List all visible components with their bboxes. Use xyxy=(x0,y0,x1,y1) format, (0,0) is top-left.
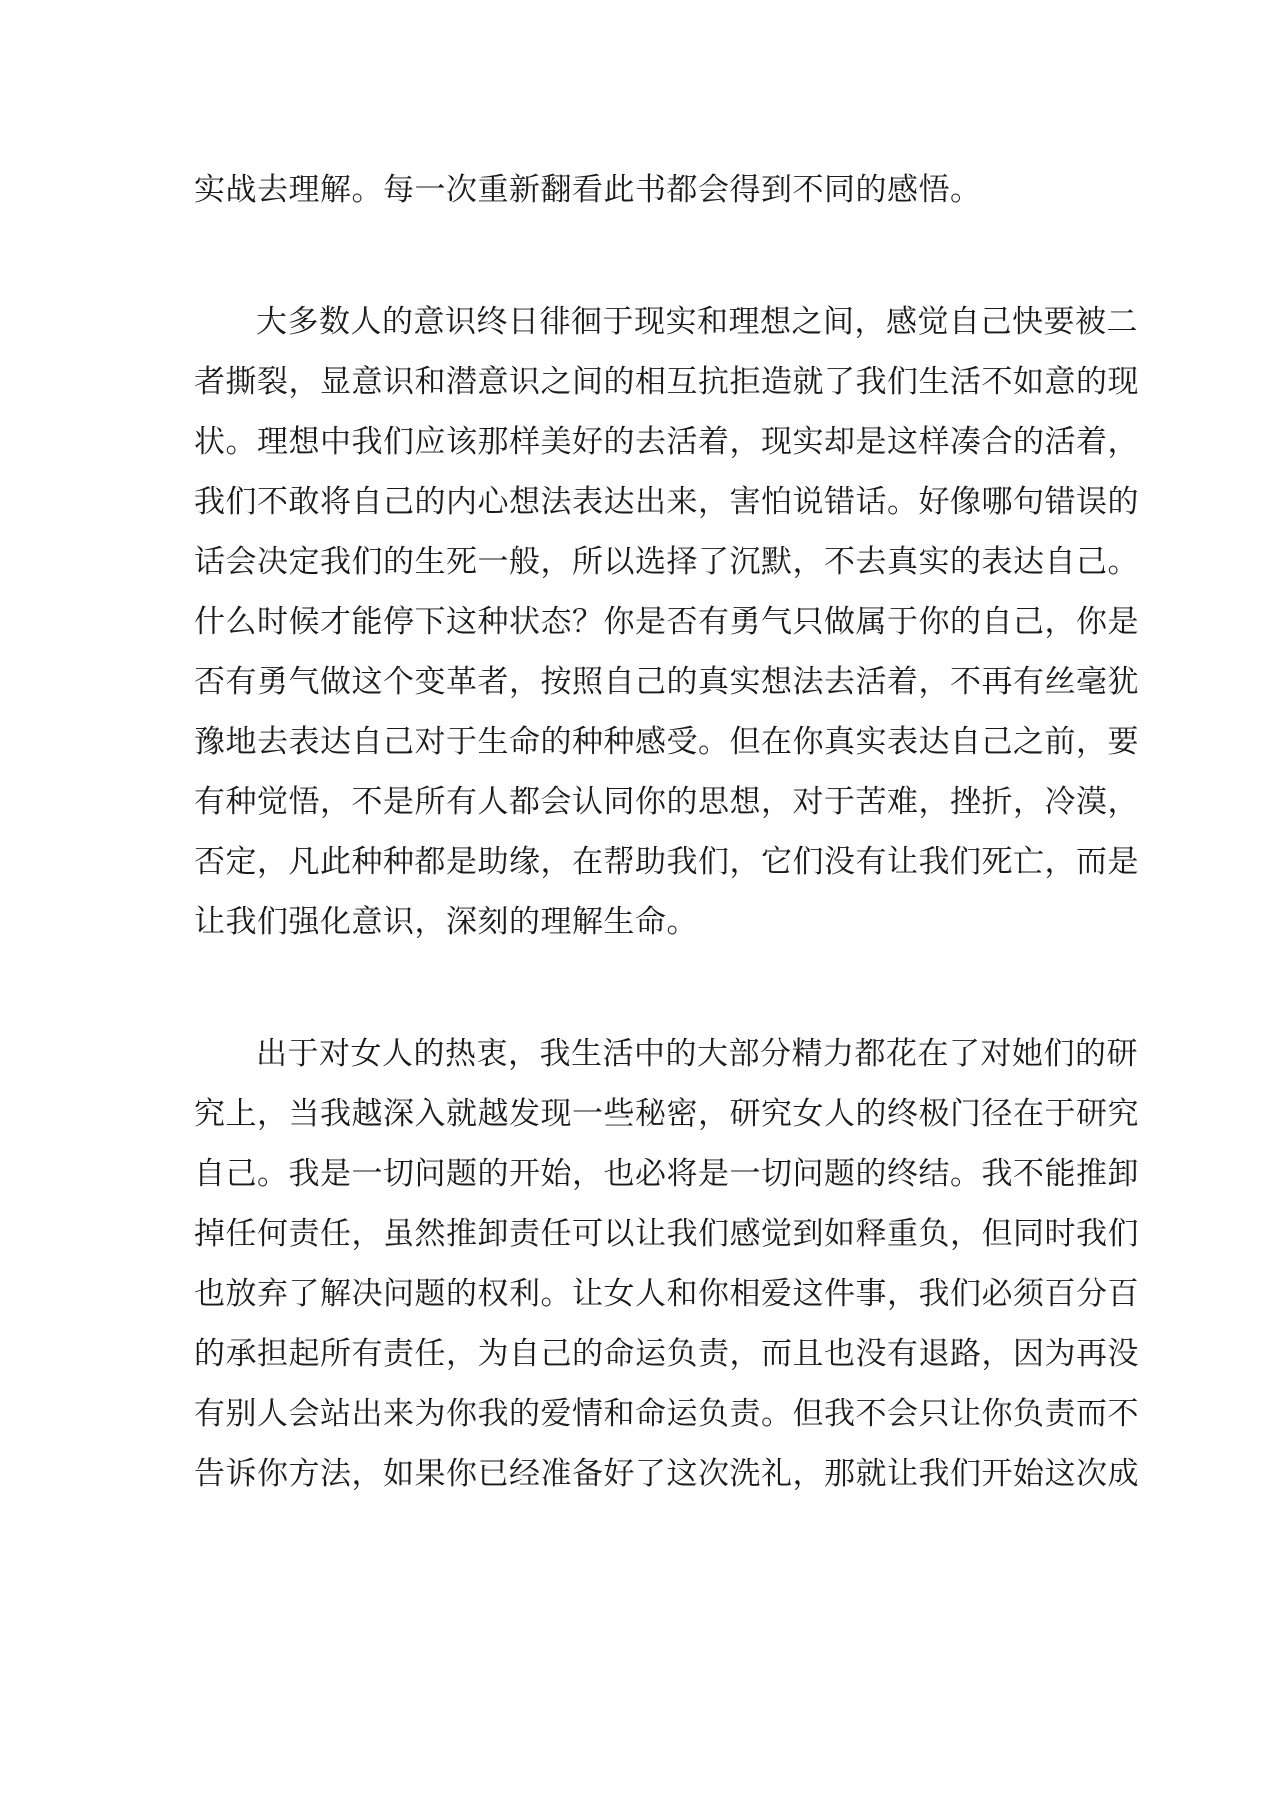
paragraph-2-line-1: 大多数人的意识终日徘徊于现实和理想之间，感觉自己快要被二 xyxy=(256,304,1138,340)
paragraph-3-line-3: 自己。我是一切问题的开始，也必将是一切问题的终结。我不能推卸 xyxy=(194,1156,1139,1192)
paragraph-3-line-5: 也放弃了解决问题的权利。让女人和你相爱这件事，我们必须百分百 xyxy=(194,1276,1139,1312)
paragraph-3-line-1: 出于对女人的热衷，我生活中的大部分精力都花在了对她们的研 xyxy=(256,1036,1138,1072)
paragraph-3-line-7: 有别人会站出来为你我的爱情和命运负责。但我不会只让你负责而不 xyxy=(194,1396,1139,1432)
paragraph-2-line-2: 者撕裂，显意识和潜意识之间的相互抗拒造就了我们生活不如意的现 xyxy=(194,364,1139,400)
paragraph-2-line-3: 状。理想中我们应该那样美好的去活着，现实却是这样凑合的活着， xyxy=(194,424,1139,460)
paragraph-2-line-7: 否有勇气做这个变革者，按照自己的真实想法去活着，不再有丝毫犹 xyxy=(194,664,1139,700)
paragraph-3-line-2: 究上，当我越深入就越发现一些秘密，研究女人的终极门径在于研究 xyxy=(194,1096,1139,1132)
paragraph-2-line-4: 我们不敢将自己的内心想法表达出来，害怕说错话。好像哪句错误的 xyxy=(194,484,1139,520)
paragraph-3-line-4: 掉任何责任，虽然推卸责任可以让我们感觉到如释重负，但同时我们 xyxy=(194,1216,1139,1252)
paragraph-2-line-8: 豫地去表达自己对于生命的种种感受。但在你真实表达自己之前，要 xyxy=(194,724,1139,760)
paragraph-2-line-9: 有种觉悟，不是所有人都会认同你的思想，对于苦难，挫折，冷漠， xyxy=(194,784,1139,820)
paragraph-2-line-10: 否定，凡此种种都是助缘，在帮助我们，它们没有让我们死亡，而是 xyxy=(194,844,1139,880)
paragraph-3-line-8: 告诉你方法，如果你已经准备好了这次洗礼，那就让我们开始这次成 xyxy=(194,1456,1139,1492)
paragraph-2-line-6: 什么时候才能停下这种状态？你是否有勇气只做属于你的自己，你是 xyxy=(194,604,1139,640)
paragraph-2-line-11: 让我们强化意识，深刻的理解生命。 xyxy=(194,904,698,940)
paragraph-3-line-6: 的承担起所有责任，为自己的命运负责，而且也没有退路，因为再没 xyxy=(194,1336,1139,1372)
paragraph-2-line-5: 话会决定我们的生死一般，所以选择了沉默，不去真实的表达自己。 xyxy=(194,544,1139,580)
paragraph-1-line-1: 实战去理解。每一次重新翻看此书都会得到不同的感悟。 xyxy=(194,172,982,208)
